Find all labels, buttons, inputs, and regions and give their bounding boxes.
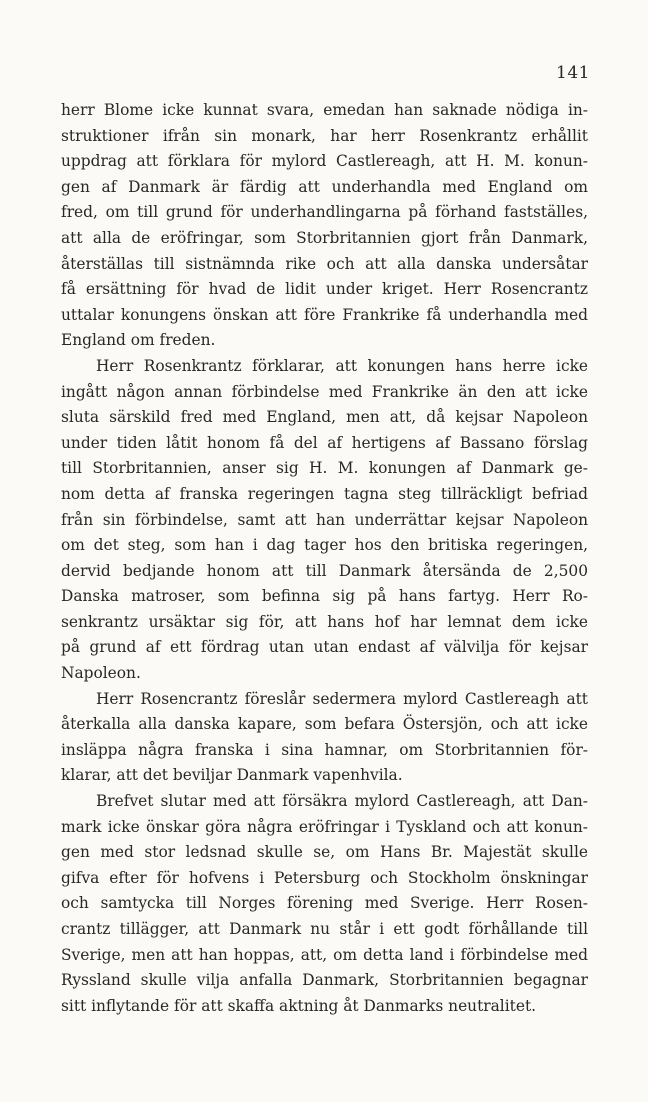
text-line: ingått någon annan förbindelse med Frankrike än den att icke (61, 382, 588, 401)
text-line: mark icke önskar göra några eröfringar i Tyskland och att konun- (61, 817, 588, 836)
text-line: Danska matroser, som befinna sig på hans fartyg. Herr Ro- (61, 587, 588, 606)
text-line: senkrantz ursäktar sig för, att hans hof har lemnat dem icke (61, 612, 588, 631)
text-line: struktioner ifrån sin monark, har herr Rosenkrantz erhållit (61, 126, 588, 145)
page-number: 141 (556, 63, 590, 83)
text-line: Brefvet slutar med att försäkra mylord Castlereagh, att Dan- (96, 792, 588, 811)
text-line: sitt inflytande för att skaffa aktning åt Danmarks neutralitet. (61, 996, 537, 1015)
text-line: fred, om till grund för underhandlingarna på förhand fastställes, (61, 203, 588, 222)
text-line: gen af Danmark är färdig att underhandla med England om (61, 177, 588, 196)
text-line: herr Blome icke kunnat svara, emedan han saknade nödiga in- (61, 101, 588, 119)
text-line: och samtycka till Norges förening med Sverige. Herr Rosen- (61, 894, 588, 913)
text-line: gifva efter för hofvens i Petersburg och Stockholm önskningar (61, 868, 588, 887)
text-line: på grund af ett fördrag utan utan endast af välvilja för kejsar (61, 638, 588, 657)
text-line: sluta särskild fred med England, men att, då kejsar Napoleon (61, 408, 588, 427)
text-line: Herr Rosenkrantz förklarar, att konungen hans herre icke (96, 356, 588, 375)
text-line: Herr Rosencrantz föreslår sedermera mylord Castlereagh att (96, 689, 588, 708)
text-line: till Storbritannien, anser sig H. M. konungen af Danmark ge- (61, 459, 588, 478)
text-line: under tiden låtit honom få del af hertigens af Bassano förslag (61, 433, 588, 452)
text-line: Ryssland skulle vilja anfalla Danmark, Storbritannien begagnar (61, 971, 588, 990)
text-line: Sverige, men att han hoppas, att, om detta land i förbindelse med (61, 945, 588, 964)
text-line: att alla de eröfringar, som Storbritannien gjort från Danmark, (61, 228, 588, 247)
text-line: crantz tillägger, att Danmark nu står i ett godt förhållande till (61, 920, 588, 938)
text-line: klarar, att det beviljar Danmark vapenhvila. (61, 766, 403, 785)
text-line: insläppa några franska i sina hamnar, om Storbritannien för- (61, 740, 588, 759)
text-line: Napoleon. (61, 664, 141, 683)
text-line: återkalla alla danska kapare, som befara Östersjön, och att icke (61, 715, 588, 734)
text-line: dervid bedjande honom att till Danmark återsända de 2,500 (61, 561, 588, 580)
text-line: England om freden. (61, 331, 216, 350)
text-line: få ersättning för hvad de lidit under kriget. Herr Rosencrantz (61, 280, 588, 299)
text-line: uppdrag att förklara för mylord Castlereagh, att H. M. konun- (61, 152, 588, 171)
text-line: om det steg, som han i dag tager hos den britiska regeringen, (61, 536, 588, 555)
text-line: gen med stor ledsnad skulle se, om Hans Br. Majestät skulle (61, 843, 588, 862)
text-line: återställas till sistnämnda rike och att alla danska undersåtar (61, 254, 588, 273)
text-line: uttalar konungens önskan att före Frankrike få underhandla med (61, 305, 588, 324)
text-line: nom detta af franska regeringen tagna steg tillräckligt befriad (61, 484, 588, 503)
body-text (61, 98, 588, 1019)
text-line: från sin förbindelse, samt att han underrättar kejsar Napoleon (61, 510, 588, 529)
